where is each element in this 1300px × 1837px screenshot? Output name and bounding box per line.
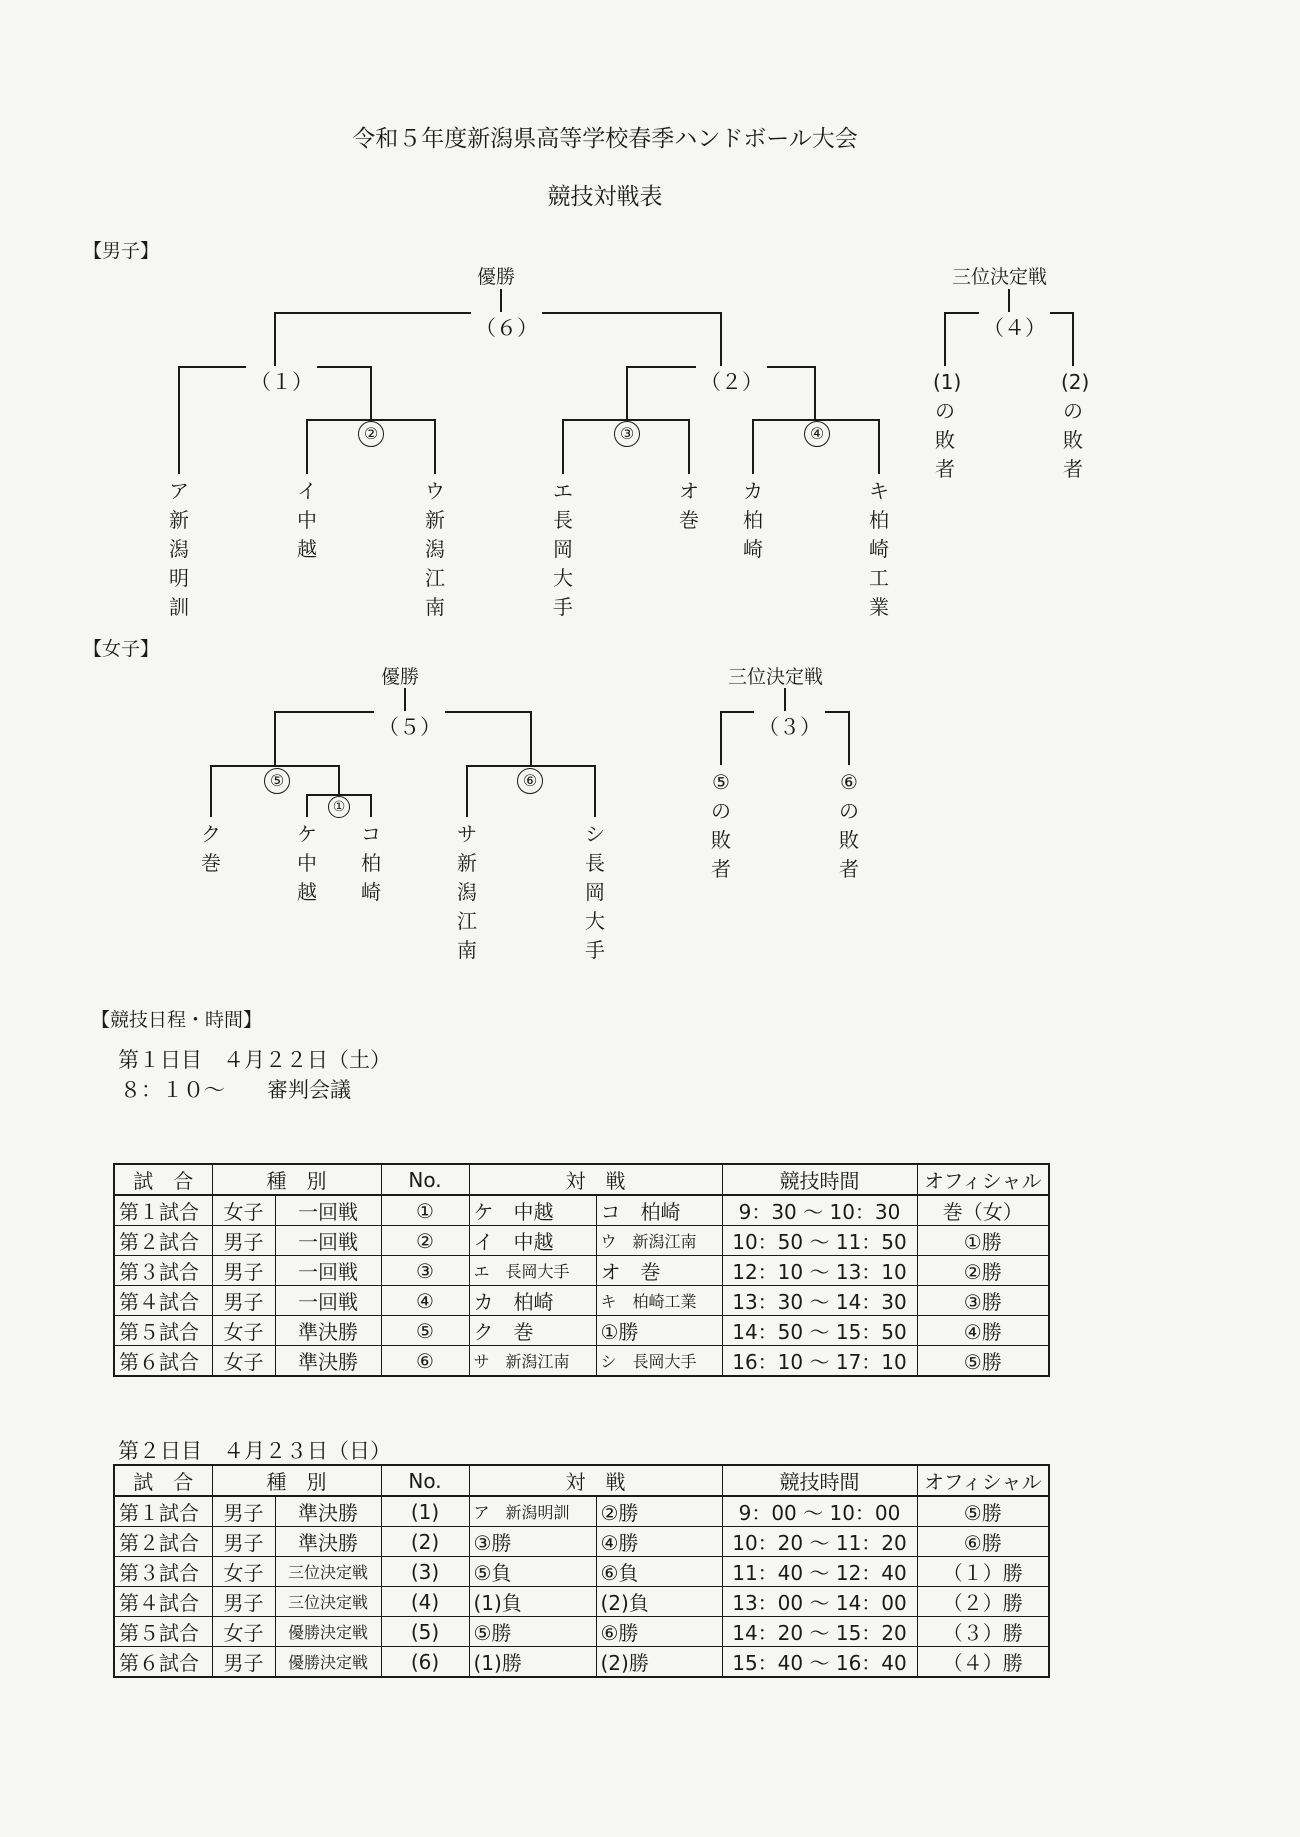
gender-cell: 男子 <box>212 1496 275 1527</box>
gender-cell: 女子 <box>212 1316 275 1346</box>
girls-match6-marker: ⑥ <box>517 768 543 794</box>
girls-team-ku <box>199 820 223 878</box>
team1-cell: ③勝 <box>469 1527 596 1557</box>
header-matchup: 対 戦 <box>469 1465 722 1496</box>
girls-third-number: （３） <box>754 711 825 741</box>
boys-third-left-entrant: (1)の敗者 <box>933 370 962 481</box>
table-row <box>114 1496 1049 1527</box>
team2-cell: (2)負 <box>596 1587 722 1617</box>
team-id: オ <box>679 479 699 503</box>
header-time: 競技時間 <box>722 1164 917 1195</box>
team-name: 新潟江南 <box>425 508 445 619</box>
number-cell: (3) <box>381 1557 469 1587</box>
team2-cell: (2)勝 <box>596 1647 722 1678</box>
team2-cell: ⑥負 <box>596 1557 722 1587</box>
team-name: 巻 <box>201 851 221 875</box>
boys-final-number: （６） <box>471 312 542 342</box>
round-cell: 優勝決定戦 <box>275 1647 381 1678</box>
table-row <box>114 1346 1049 1377</box>
team-id: ケ <box>297 822 317 846</box>
girls-team-ko <box>359 820 383 907</box>
round-cell: 三位決定戦 <box>275 1587 381 1617</box>
boys-team-o <box>677 477 701 535</box>
team-name: 柏崎工業 <box>869 508 889 619</box>
gender-cell: 男子 <box>212 1256 275 1286</box>
round-cell: 準決勝 <box>275 1346 381 1377</box>
time-cell: 15：40 ～ 16：40 <box>722 1647 917 1678</box>
header-category: 種 別 <box>212 1465 381 1496</box>
match-cell: 第６試合 <box>114 1647 212 1678</box>
team-id: イ <box>297 479 317 503</box>
header-category: 種 別 <box>212 1164 381 1195</box>
official-cell: （３）勝 <box>917 1617 1049 1647</box>
boys-semi1-number: （１） <box>246 366 317 396</box>
girls-team-sa <box>455 820 479 965</box>
header-official: オフィシャル <box>917 1465 1049 1496</box>
number-cell: (2) <box>381 1527 469 1557</box>
boys-team-ki <box>867 477 891 622</box>
number-cell: ③ <box>381 1256 469 1286</box>
boys-team-i <box>295 477 319 564</box>
boys-team-u <box>423 477 447 622</box>
official-cell: （４）勝 <box>917 1647 1049 1678</box>
girls-team-ke <box>295 820 319 907</box>
team1-cell: ア 新潟明訓 <box>469 1496 596 1527</box>
girls-match1-marker: ① <box>328 796 350 818</box>
time-cell: 14：50 ～ 15：50 <box>722 1316 917 1346</box>
boys-match4-marker: ④ <box>804 421 830 447</box>
team1-cell: エ 長岡大手 <box>469 1256 596 1286</box>
team2-cell: ⑥勝 <box>596 1617 722 1647</box>
gender-cell: 女子 <box>212 1617 275 1647</box>
header-matchup: 対 戦 <box>469 1164 722 1195</box>
official-cell: ④勝 <box>917 1316 1049 1346</box>
time-cell: 10：20 ～ 11：20 <box>722 1527 917 1557</box>
table-row <box>114 1316 1049 1346</box>
number-cell: (6) <box>381 1647 469 1678</box>
gender-cell: 男子 <box>212 1647 275 1678</box>
girls-final-number: （５） <box>374 711 445 741</box>
day1-schedule-table <box>113 1163 1050 1377</box>
team1-cell: サ 新潟江南 <box>469 1346 596 1377</box>
gender-cell: 男子 <box>212 1527 275 1557</box>
team1-cell: ク 巻 <box>469 1316 596 1346</box>
team-id: シ <box>585 822 605 846</box>
time-cell: 13：00 ～ 14：00 <box>722 1587 917 1617</box>
header-match: 試 合 <box>114 1164 212 1195</box>
time-cell: 14：20 ～ 15：20 <box>722 1617 917 1647</box>
official-cell: ⑤勝 <box>917 1496 1049 1527</box>
match-cell: 第５試合 <box>114 1617 212 1647</box>
official-cell: ①勝 <box>917 1226 1049 1256</box>
number-cell: (4) <box>381 1587 469 1617</box>
match-cell: 第３試合 <box>114 1256 212 1286</box>
boys-third-label: 三位決定戦 <box>952 266 1048 288</box>
official-cell: ②勝 <box>917 1256 1049 1286</box>
boys-match3-marker: ③ <box>614 421 640 447</box>
team2-cell: シ 長岡大手 <box>596 1346 722 1377</box>
gender-cell: 女子 <box>212 1195 275 1226</box>
header-no: No. <box>381 1465 469 1496</box>
team-name: 中越 <box>297 508 317 561</box>
team2-cell: オ 巻 <box>596 1256 722 1286</box>
team-name: 長岡大手 <box>553 508 573 619</box>
boys-team-a <box>167 477 191 622</box>
number-cell: ⑤ <box>381 1316 469 1346</box>
team1-cell: ⑤勝 <box>469 1617 596 1647</box>
round-cell: 三位決定戦 <box>275 1557 381 1587</box>
team-name: 中越 <box>297 851 317 904</box>
time-cell: 11：40 ～ 12：40 <box>722 1557 917 1587</box>
gender-cell: 男子 <box>212 1587 275 1617</box>
gender-cell: 女子 <box>212 1557 275 1587</box>
team2-cell: ④勝 <box>596 1527 722 1557</box>
table-header-row <box>114 1164 1049 1195</box>
boys-third-number: （４） <box>979 312 1050 342</box>
time-cell: 13：30 ～ 14：30 <box>722 1286 917 1316</box>
official-cell: （２）勝 <box>917 1587 1049 1617</box>
match-cell: 第２試合 <box>114 1527 212 1557</box>
team-id: カ <box>743 479 763 503</box>
team1-cell: カ 柏崎 <box>469 1286 596 1316</box>
team-id: コ <box>361 822 381 846</box>
team-name: 柏崎 <box>361 851 381 904</box>
team2-cell: ①勝 <box>596 1316 722 1346</box>
match-cell: 第２試合 <box>114 1226 212 1256</box>
number-cell: (5) <box>381 1617 469 1647</box>
round-cell: 準決勝 <box>275 1316 381 1346</box>
table-row <box>114 1286 1049 1316</box>
team-name: 新潟江南 <box>457 851 477 962</box>
gender-cell: 女子 <box>212 1346 275 1377</box>
number-cell: ① <box>381 1195 469 1226</box>
table-row <box>114 1226 1049 1256</box>
match-cell: 第５試合 <box>114 1316 212 1346</box>
team2-cell: ②勝 <box>596 1496 722 1527</box>
boys-team-e <box>551 477 575 622</box>
time-cell: 10：50 ～ 11：50 <box>722 1226 917 1256</box>
table-row <box>114 1527 1049 1557</box>
match-cell: 第４試合 <box>114 1587 212 1617</box>
number-cell: ④ <box>381 1286 469 1316</box>
table-row <box>114 1647 1049 1678</box>
table-header-row <box>114 1465 1049 1496</box>
team1-cell: (1)負 <box>469 1587 596 1617</box>
header-time: 競技時間 <box>722 1465 917 1496</box>
round-cell: 優勝決定戦 <box>275 1617 381 1647</box>
team-id: ク <box>201 822 221 846</box>
round-cell: 準決勝 <box>275 1496 381 1527</box>
team1-cell: ケ 中越 <box>469 1195 596 1226</box>
day2-schedule-table <box>113 1464 1050 1678</box>
number-cell: ⑥ <box>381 1346 469 1377</box>
team2-cell: ウ 新潟江南 <box>596 1226 722 1256</box>
team2-cell: キ 柏崎工業 <box>596 1286 722 1316</box>
team2-cell: コ 柏崎 <box>596 1195 722 1226</box>
match-cell: 第４試合 <box>114 1286 212 1316</box>
round-cell: 一回戦 <box>275 1286 381 1316</box>
team-name: 巻 <box>679 508 699 532</box>
team-id: キ <box>869 479 889 503</box>
header-match: 試 合 <box>114 1465 212 1496</box>
match-cell: 第６試合 <box>114 1346 212 1377</box>
header-no: No. <box>381 1164 469 1195</box>
gender-cell: 男子 <box>212 1226 275 1256</box>
match-cell: 第１試合 <box>114 1496 212 1527</box>
table-row <box>114 1557 1049 1587</box>
boys-match2-marker: ② <box>358 421 384 447</box>
day1-date: 第１日目 ４月２２日（土） <box>118 1048 391 1072</box>
time-cell: 9：30 ～ 10：30 <box>722 1195 917 1226</box>
round-cell: 一回戦 <box>275 1256 381 1286</box>
boys-third-right-entrant: (2)の敗者 <box>1061 370 1090 481</box>
match-cell: 第３試合 <box>114 1557 212 1587</box>
girls-champion-label: 優勝 <box>381 666 420 688</box>
day2-date: 第２日目 ４月２３日（日） <box>118 1439 391 1463</box>
girls-third-label: 三位決定戦 <box>728 666 824 688</box>
table-row <box>114 1195 1049 1226</box>
official-cell: ⑥勝 <box>917 1527 1049 1557</box>
girls-match5-marker: ⑤ <box>264 768 290 794</box>
team-name: 長岡大手 <box>585 851 605 962</box>
official-cell: ③勝 <box>917 1286 1049 1316</box>
team-name: 新潟明訓 <box>169 508 189 619</box>
gender-cell: 男子 <box>212 1286 275 1316</box>
boys-champion-label: 優勝 <box>477 266 516 288</box>
boys-semi2-number: （２） <box>696 366 767 396</box>
team-name: 柏崎 <box>743 508 763 561</box>
boys-team-ka <box>741 477 765 564</box>
girls-team-shi <box>583 820 607 965</box>
team1-cell: イ 中越 <box>469 1226 596 1256</box>
boys-section-label: 【男子】 <box>83 240 160 262</box>
official-cell: 巻（女） <box>917 1195 1049 1226</box>
girls-third-right-entrant: ⑥の敗者 <box>839 770 859 881</box>
team1-cell: (1)勝 <box>469 1647 596 1678</box>
number-cell: (1) <box>381 1496 469 1527</box>
day1-meeting: ８：１０～ 審判会議 <box>120 1078 351 1102</box>
document-subtitle: 競技対戦表 <box>547 184 663 210</box>
table-row <box>114 1587 1049 1617</box>
girls-third-left-entrant: ⑤の敗者 <box>711 770 731 881</box>
team1-cell: ⑤負 <box>469 1557 596 1587</box>
round-cell: 一回戦 <box>275 1195 381 1226</box>
team-id: サ <box>457 822 477 846</box>
schedule-section-label: 【競技日程・時間】 <box>91 1009 263 1031</box>
girls-section-label: 【女子】 <box>83 638 160 660</box>
time-cell: 16：10 ～ 17：10 <box>722 1346 917 1377</box>
time-cell: 12：10 ～ 13：10 <box>722 1256 917 1286</box>
team-id: ウ <box>425 479 445 503</box>
time-cell: 9：00 ～ 10：00 <box>722 1496 917 1527</box>
round-cell: 準決勝 <box>275 1527 381 1557</box>
table-row <box>114 1256 1049 1286</box>
team-id: エ <box>553 479 573 503</box>
document-title: 令和５年度新潟県高等学校春季ハンドボール大会 <box>352 126 858 152</box>
team-id: ア <box>169 479 189 503</box>
match-cell: 第１試合 <box>114 1195 212 1226</box>
table-row <box>114 1617 1049 1647</box>
number-cell: ② <box>381 1226 469 1256</box>
header-official: オフィシャル <box>917 1164 1049 1195</box>
official-cell: （１）勝 <box>917 1557 1049 1587</box>
round-cell: 一回戦 <box>275 1226 381 1256</box>
official-cell: ⑤勝 <box>917 1346 1049 1377</box>
